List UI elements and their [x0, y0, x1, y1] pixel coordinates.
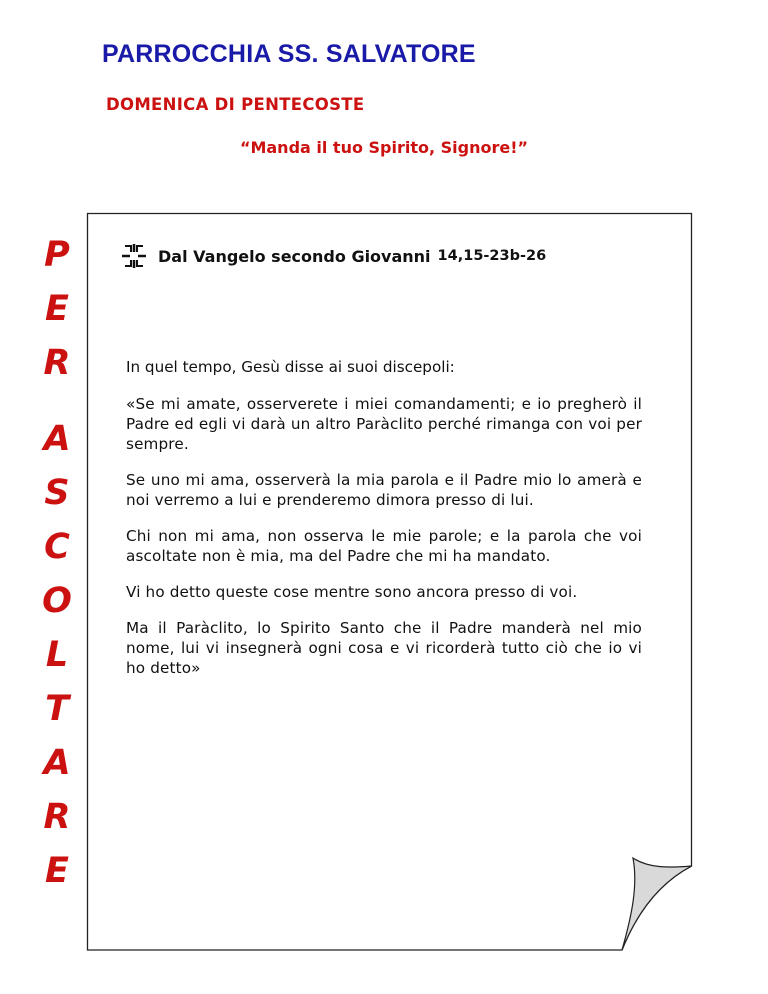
gospel-paragraph: Vi ho detto queste cose mentre sono ancora presso di voi. [126, 583, 578, 601]
gospel-paragraph: Ma il Paràclito, lo Spirito Santo che il Padre manderà nel mio nome, lui vi insegnerà ogni cosa e vi ricorderà tutto ciò che io vi ho detto» [126, 619, 642, 677]
vertical-letter: S [44, 473, 70, 513]
gospel-header [126, 240, 642, 272]
vertical-letter: P [44, 235, 70, 275]
vertical-letter: L [45, 635, 69, 675]
vertical-letter: E [45, 289, 69, 329]
gospel-paragraph: «Se mi amate, osserverete i miei comandamenti; e io pregherò il Padre ed egli vi darà un altro Paràclito perché rimanga con voi per sempre. [126, 395, 642, 453]
christogram-cross-icon [120, 242, 148, 270]
gospel-paragraph: Se uno mi ama, osserverà la mia parola e il Padre mio lo amerà e noi verremo a lui e prenderemo dimora presso di lui. [126, 471, 642, 509]
vertical-letter: A [43, 419, 71, 459]
vertical-letter: A [43, 743, 71, 783]
gospel-content [126, 240, 642, 678]
vertical-letter: E [45, 851, 69, 891]
feast-title: DOMENICA DI PENTECOSTE [106, 95, 365, 114]
vertical-letter: T [45, 689, 69, 729]
vertical-letter: O [42, 581, 72, 621]
vertical-letter: C [44, 527, 70, 567]
gospel-title: Dal Vangelo secondo Giovanni [158, 246, 431, 266]
gospel-reference: 14,15-23b-26 [437, 248, 547, 264]
parish-name: PARROCCHIA SS. SALVATORE [102, 40, 476, 68]
vertical-letter: R [43, 797, 71, 837]
gospel-paragraph: Chi non mi ama, non osserva le mie parole; e la parola che voi ascoltate non è mia, ma del Padre che mi ha mandato. [126, 527, 642, 565]
vertical-letter: R [43, 343, 71, 383]
motto: “Manda il tuo Spirito, Signore!” [239, 138, 529, 157]
gospel-intro: In quel tempo, Gesù disse ai suoi discepoli: [126, 358, 455, 376]
